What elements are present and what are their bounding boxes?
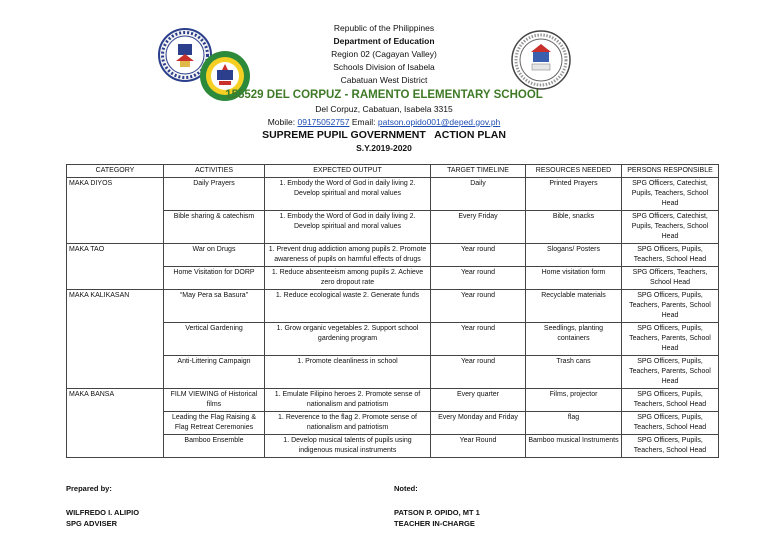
output-cell: 1. Reverence to the flag 2. Promote sense of nationalism and patriotism	[265, 412, 431, 435]
resources-cell: Bible, snacks	[526, 211, 622, 244]
category-cell: MAKA DIYOS	[67, 178, 164, 244]
persons-cell: SPG Officers, Pupils, Teachers, Parents, School Head	[622, 290, 719, 323]
persons-cell: SPG Officers, Pupils, Teachers, School Head	[622, 412, 719, 435]
activity-cell: Home Visitation for DORP	[164, 267, 265, 290]
timeline-cell: Year round	[431, 267, 526, 290]
timeline-cell: Year round	[431, 290, 526, 323]
activity-cell: Bamboo Ensemble	[164, 435, 265, 458]
timeline-cell: Daily	[431, 178, 526, 211]
timeline-cell: Year round	[431, 244, 526, 267]
resources-cell: Seedlings, planting containers	[526, 323, 622, 356]
activity-cell: Leading the Flag Raising & Flag Retreat Ceremonies	[164, 412, 265, 435]
output-cell: 1. Grow organic vegetables 2. Support school gardening program	[265, 323, 431, 356]
output-cell: 1. Embody the Word of God in daily living 2. Develop spiritual and moral values	[265, 178, 431, 211]
persons-cell: SPG Officers, Pupils, Teachers, Parents, School Head	[622, 323, 719, 356]
column-header: TARGET TIMELINE	[431, 165, 526, 178]
header-district: Cabatuan West District	[340, 75, 428, 85]
timeline-cell: Every Friday	[431, 211, 526, 244]
table-row	[67, 244, 719, 267]
column-header: RESOURCES NEEDED	[526, 165, 622, 178]
resources-cell: Printed Prayers	[526, 178, 622, 211]
resources-cell: Bamboo musical Instruments	[526, 435, 622, 458]
timeline-cell: Every quarter	[431, 389, 526, 412]
header-department: Department of Education	[333, 36, 435, 46]
column-header: PERSONS RESPONSIBLE	[622, 165, 719, 178]
noter-title: TEACHER IN-CHARGE	[394, 519, 475, 528]
resources-cell: Recyclable materials	[526, 290, 622, 323]
column-header: ACTIVITIES	[164, 165, 265, 178]
activity-cell: Vertical Gardening	[164, 323, 265, 356]
category-cell: MAKA KALIKASAN	[67, 290, 164, 389]
category-cell: MAKA TAO	[67, 244, 164, 290]
persons-cell: SPG Officers, Teachers, School Head	[622, 267, 719, 290]
persons-cell: SPG Officers, Catechist, Pupils, Teachers, School Head	[622, 211, 719, 244]
contact-line	[0, 116, 768, 129]
output-cell: 1. Embody the Word of God in daily living 2. Develop spiritual and moral values	[265, 211, 431, 244]
timeline-cell: Year round	[431, 323, 526, 356]
table-row	[67, 323, 719, 356]
email-link[interactable]: patson.opido001@deped.gov.ph	[377, 117, 501, 127]
prepared-by-label: Prepared by:	[66, 484, 112, 493]
output-cell: 1. Promote cleanliness in school	[265, 356, 431, 389]
resources-cell: Films, projector	[526, 389, 622, 412]
resources-cell: Slogans/ Posters	[526, 244, 622, 267]
persons-cell: SPG Officers, Pupils, Teachers, School Head	[622, 389, 719, 412]
persons-cell: SPG Officers, Pupils, Teachers, Parents, School Head	[622, 356, 719, 389]
table-row	[67, 389, 719, 412]
activity-cell: Bible sharing & catechism	[164, 211, 265, 244]
output-cell: 1. Reduce absenteeism among pupils 2. Achieve zero dropout rate	[265, 267, 431, 290]
column-header: EXPECTED OUTPUT	[265, 165, 431, 178]
header-division: Schools Division of Isabela	[333, 62, 435, 72]
activity-cell: FILM VIEWING of Historical films	[164, 389, 265, 412]
activity-cell: Daily Prayers	[164, 178, 265, 211]
mobile-number-link[interactable]: 09175052757	[297, 117, 350, 127]
table-row	[67, 178, 719, 211]
table-row	[67, 211, 719, 244]
school-address: Del Corpuz, Cabatuan, Isabela 3315	[315, 104, 453, 114]
header-region: Region 02 (Cagayan Valley)	[331, 49, 437, 59]
category-cell: MAKA BANSA	[67, 389, 164, 458]
table-row	[67, 356, 719, 389]
output-cell: 1. Emulate Filipino heroes 2. Promote sense of nationalism and patriotism	[265, 389, 431, 412]
activity-cell: Anti-Littering Campaign	[164, 356, 265, 389]
preparer-name: WILFREDO I. ALIPIO	[66, 508, 140, 517]
resources-cell: Trash cans	[526, 356, 622, 389]
resources-cell: Home visitation form	[526, 267, 622, 290]
header-republic: Republic of the Philippines	[333, 23, 435, 33]
email-label: Email:	[351, 117, 376, 127]
persons-cell: SPG Officers, Pupils, Teachers, School Head	[622, 435, 719, 458]
plan-title: SUPREME PUPIL GOVERNMENT ACTION PLAN	[262, 129, 506, 141]
output-cell: 1. Reduce ecological waste 2. Generate funds	[265, 290, 431, 323]
document-header	[0, 22, 768, 155]
output-cell: 1. Prevent drug addiction among pupils 2. Promote awareness of pupils on harmful effects of drugs	[265, 244, 431, 267]
activity-cell: “May Pera sa Basura”	[164, 290, 265, 323]
noter-name: PATSON P. OPIDO, MT 1	[394, 508, 480, 517]
persons-cell: SPG Officers, Pupils, Teachers, School Head	[622, 244, 719, 267]
preparer-title: SPG ADVISER	[66, 519, 117, 528]
school-name: 155529 DEL CORPUZ - RAMENTO ELEMENTARY SCHOOL	[225, 89, 543, 101]
persons-cell: SPG Officers, Catechist, Pupils, Teachers, School Head	[622, 178, 719, 211]
table-header-row	[67, 165, 719, 178]
table-row	[67, 412, 719, 435]
table-row	[67, 290, 719, 323]
column-header: CATEGORY	[67, 165, 164, 178]
timeline-cell: Every Monday and Friday	[431, 412, 526, 435]
timeline-cell: Year round	[431, 356, 526, 389]
action-plan-table	[66, 164, 719, 458]
output-cell: 1. Develop musical talents of pupils using indigenous musical instruments	[265, 435, 431, 458]
timeline-cell: Year Round	[431, 435, 526, 458]
school-year: S.Y.2019-2020	[356, 143, 412, 153]
table-row	[67, 267, 719, 290]
resources-cell: flag	[526, 412, 622, 435]
noted-label: Noted:	[394, 484, 418, 493]
table-row	[67, 435, 719, 458]
mobile-label: Mobile:	[267, 117, 296, 127]
activity-cell: War on Drugs	[164, 244, 265, 267]
